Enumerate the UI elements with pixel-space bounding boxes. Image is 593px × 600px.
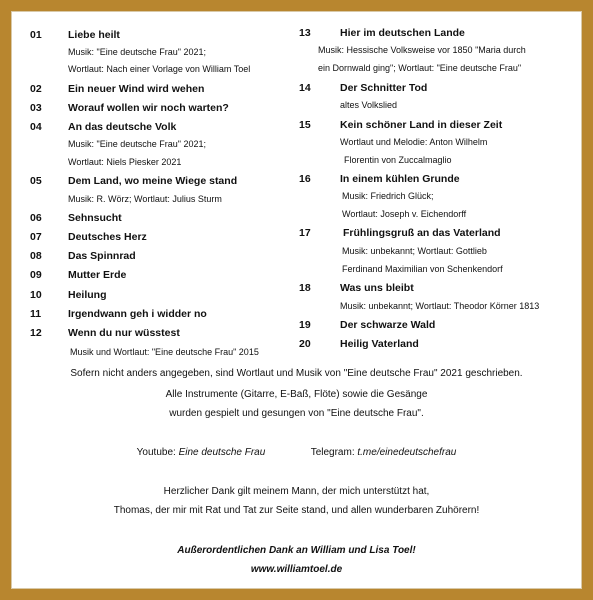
track-credit: Musik und Wortlaut: "Eine deutsche Frau" 2015 <box>70 347 259 357</box>
track-title: In einem kühlen Grunde <box>340 173 460 185</box>
track-credit: Wortlaut und Melodie: Anton Wilhelm <box>340 137 488 147</box>
track-number: 07 <box>30 231 42 243</box>
default-credit-note: Sofern nicht anders angegeben, sind Wortlaut und Musik von "Eine deutsche Frau" 2021 geschrieben. <box>70 368 523 379</box>
track-title: An das deutsche Volk <box>68 121 177 133</box>
track-title: Das Spinnrad <box>68 250 136 262</box>
track-credit: Musik: "Eine deutsche Frau" 2021; <box>68 47 206 57</box>
track-number: 14 <box>299 82 311 94</box>
track-title: Deutsches Herz <box>68 231 147 243</box>
track-number: 11 <box>30 308 42 320</box>
track-title: Heilig Vaterland <box>340 338 419 350</box>
track-number: 05 <box>30 175 42 187</box>
track-credit: Florentin von Zuccalmaglio <box>344 155 452 165</box>
performer-note: wurden gespielt und gesungen von "Eine deutsche Frau". <box>169 408 424 419</box>
track-credit: Musik: unbekannt; Wortlaut: Theodor Körner 1813 <box>340 301 540 311</box>
youtube-label: Youtube: <box>136 447 176 458</box>
track-number: 18 <box>299 282 311 294</box>
track-number: 03 <box>30 102 42 114</box>
track-number: 20 <box>299 338 311 350</box>
track-credit: ein Dornwald ging"; Wortlaut: "Eine deutsche Frau" <box>318 63 522 73</box>
track-title: Kein schöner Land in dieser Zeit <box>340 119 503 131</box>
track-number: 02 <box>30 83 42 95</box>
track-credit: Wortlaut: Niels Piesker 2021 <box>68 157 182 167</box>
track-credit: Musik: Friedrich Glück; <box>342 191 434 201</box>
youtube-link[interactable]: Eine deutsche Frau <box>178 447 266 458</box>
track-title: Liebe heilt <box>68 29 120 41</box>
social-links <box>11 447 582 458</box>
track-title: Wenn du nur wüsstest <box>68 327 180 339</box>
track-title: Dem Land, wo meine Wiege stand <box>68 175 238 187</box>
track-number: 10 <box>30 289 42 301</box>
track-credit: Musik: "Eine deutsche Frau" 2021; <box>68 139 206 149</box>
track-number: 16 <box>299 173 311 185</box>
website-link[interactable]: www.williamtoel.de <box>250 564 343 575</box>
track-number: 08 <box>30 250 42 262</box>
track-number: 01 <box>30 29 42 41</box>
thanks-line-1: Herzlicher Dank gilt meinem Mann, der mich unterstützt hat, <box>163 486 430 497</box>
track-credit: Wortlaut: Nach einer Vorlage von William Toel <box>68 64 251 74</box>
track-credit: Musik: Hessische Volksweise vor 1850 "Maria durch <box>318 45 526 55</box>
tracklist-sheet <box>11 11 582 589</box>
track-title: Sehnsucht <box>68 212 122 224</box>
track-credit: Musik: R. Wörz; Wortlaut: Julius Sturm <box>68 194 222 204</box>
special-thanks: Außerordentlichen Dank an William und Lisa Toel! <box>177 545 416 556</box>
track-title: Hier im deutschen Lande <box>340 27 465 39</box>
track-title: Der schwarze Wald <box>340 319 436 331</box>
track-title: Mutter Erde <box>68 269 127 281</box>
track-number: 19 <box>299 319 311 331</box>
track-title: Was uns bleibt <box>340 282 414 294</box>
track-credit: Ferdinand Maximilian von Schenkendorf <box>342 264 503 274</box>
track-number: 09 <box>30 269 42 281</box>
thanks-line-2: Thomas, der mir mit Rat und Tat zur Seite stand, und allen wunderbaren Zuhörern! <box>113 505 480 516</box>
telegram-link[interactable]: t.me/einedeutschefrau <box>357 447 457 458</box>
track-title: Ein neuer Wind wird wehen <box>68 83 205 95</box>
track-number: 13 <box>299 27 311 39</box>
track-credit: Musik: unbekannt; Wortlaut: Gottlieb <box>342 246 487 256</box>
track-number: 06 <box>30 212 42 224</box>
track-credit: Wortlaut: Joseph v. Eichendorff <box>342 209 467 219</box>
instruments-note: Alle Instrumente (Gitarre, E-Baß, Flöte) sowie die Gesänge <box>165 389 428 400</box>
track-title: Irgendwann geh i widder no <box>68 308 207 320</box>
track-number: 12 <box>30 327 42 339</box>
track-number: 04 <box>30 121 42 133</box>
track-number: 15 <box>299 119 311 131</box>
track-title: Heilung <box>68 289 107 301</box>
track-title: Worauf wollen wir noch warten? <box>68 102 229 114</box>
telegram-label: Telegram: <box>310 447 355 458</box>
track-number: 17 <box>299 227 311 239</box>
track-credit: altes Volkslied <box>340 100 398 110</box>
track-title: Frühlingsgruß an das Vaterland <box>343 227 501 239</box>
track-title: Der Schnitter Tod <box>340 82 428 94</box>
